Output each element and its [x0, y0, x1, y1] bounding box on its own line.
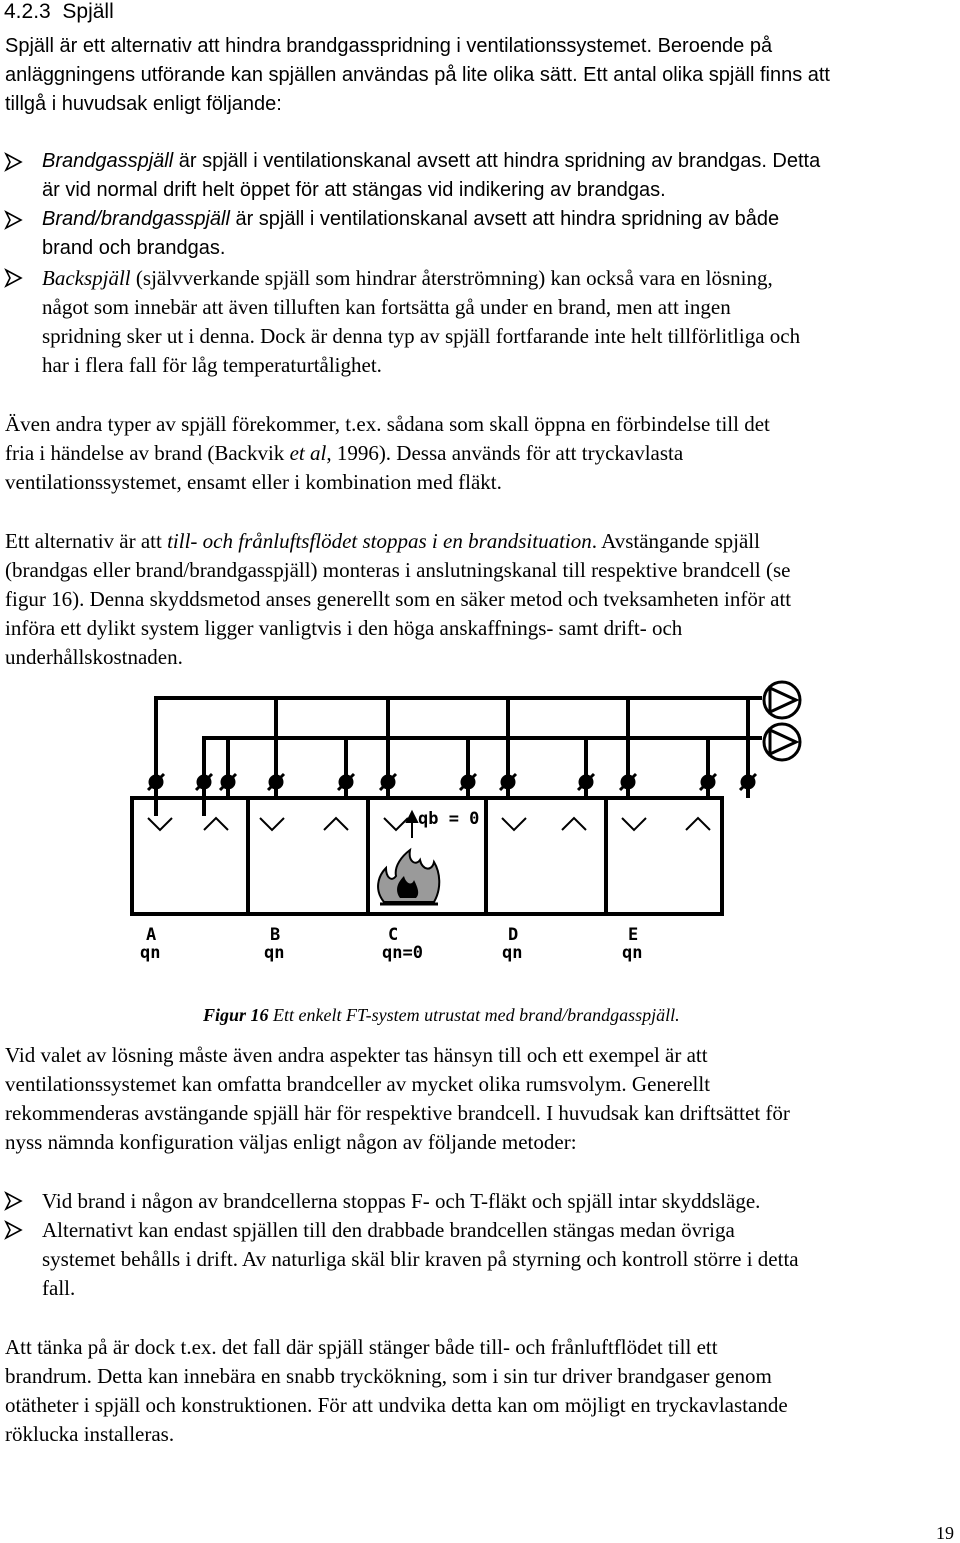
bullet-3-line-4: har i flera fall för låg temperaturtålighet.: [42, 353, 382, 377]
bullet-arrow-icon: [4, 1191, 24, 1211]
bullet-2-line-1: Brand/brandgasspjäll är spjäll i ventilationskanal avsett att hindra spridning av både: [42, 208, 780, 230]
para3-line-2: (brandgas eller brand/brandgasspjäll) monteras i anslutningskanal till respektive brandcell (se: [5, 558, 791, 582]
para4-line-4: nyss nämnda konfiguration väljas enligt någon av följande metoder:: [5, 1130, 577, 1154]
intro-line-2: anläggningens utförande kan spjällen användas på lite olika sätt. Ett antal olika spjäll finns att: [5, 64, 830, 86]
para5-line-1: Att tänka på är dock t.ex. det fall där spjäll stänger både till- och frånluftflödet till ett: [5, 1335, 718, 1359]
para4-line-3: rekommenderas avstängande spjäll här för respektive brandcell. I huvudsak kan driftsättet för: [5, 1101, 790, 1125]
para3-line-3: figur 16). Denna skyddsmetod anses generellt som en säker metod och tveksamheten inför att: [5, 587, 792, 611]
cell-letter: C: [388, 925, 399, 945]
bullet-5-line-3: fall.: [42, 1276, 76, 1300]
para5-line-2: brandrum. Detta kan innebära en snabb tryckökning, som i sin tur driver brandgaser genom: [5, 1364, 772, 1388]
cell-flow-label: qn: [502, 943, 523, 963]
section-number: 4.2.3: [4, 0, 51, 23]
intro-line-3: tillgå i huvudsak enligt följande:: [5, 93, 282, 115]
bullet-1-line-2: är vid normal drift helt öppet för att stängas vid indikering av brandgas.: [42, 179, 666, 201]
bullet-1-line-1: Brandgasspjäll är spjäll i ventilationskanal avsett att hindra spridning av brandgas. Detta: [42, 150, 821, 172]
bullet-3-line-3: spridning sker ut i denna. Dock är denna typ av spjäll fortfarande inte helt tillförlitliga och: [42, 324, 801, 348]
bullet-3-term: Backspjäll: [42, 266, 131, 290]
para3-line-4: införa ett dylikt system ligger vanligtvis i den höga anskaffnings- samt drift- och: [5, 616, 683, 640]
intro-line-1: Spjäll är ett alternativ att hindra brandgasspridning i ventilationssystemet. Beroende på: [5, 35, 773, 57]
bullet-arrow-icon: [4, 1220, 24, 1240]
bullet-5-line-2: systemet behålls i drift. Av naturliga skäl blir kraven på styrning och kontroll större i detta: [42, 1247, 799, 1271]
fire-flow-label: qb = 0: [418, 809, 480, 829]
exhaust-duct: [204, 738, 762, 816]
bullet-2-term: Brand/brandgasspjäll: [42, 208, 230, 230]
bullet-2-line-2: brand och brandgas.: [42, 237, 226, 259]
fan-icon: [764, 724, 800, 760]
para3-line-5: underhållskostnaden.: [5, 645, 183, 669]
cell-letter: B: [270, 925, 281, 945]
fire-icon: [378, 850, 439, 904]
para3-line-1: Ett alternativ är att till- och frånluftsflödet stoppas i en brandsituation. Avstängande spjäll: [5, 529, 760, 553]
bullet-5-line-1: Alternativt kan endast spjällen till den drabbade brandcellen stängas medan övriga: [42, 1218, 735, 1242]
bullet-arrow-icon: [4, 210, 24, 230]
section-title: Spjäll: [62, 0, 114, 23]
bullet-arrow-icon: [4, 268, 24, 288]
fan-icon: [764, 682, 800, 718]
para5-line-4: röklucka installeras.: [5, 1422, 175, 1446]
cell-flow-label: qn: [264, 943, 285, 963]
section-heading: [4, 0, 114, 24]
damper-icon: [148, 774, 756, 790]
bullet-1-term: Brandgasspjäll: [42, 150, 174, 172]
para4-line-1: Vid valet av lösning måste även andra aspekter tas hänsyn till och ett exempel är att: [5, 1043, 708, 1067]
page-number: 19: [936, 1523, 954, 1543]
bullet-arrow-icon: [4, 152, 24, 172]
exhaust-arrow-icon: [407, 812, 417, 838]
bullet-3-line-2: något som innebär att även tilluften kan fortsätta gå under en brand, men att ingen: [42, 295, 731, 319]
cell-flow-label: qn: [622, 943, 643, 963]
para2-line-2: fria i händelse av brand (Backvik et al, 1996). Dessa används för att tryckavlasta: [5, 441, 684, 465]
figure-number: Figur 16: [203, 1005, 269, 1025]
para2-line-3: ventilationssystemet, ensamt eller i kombination med fläkt.: [5, 470, 502, 494]
cell-letter: A: [146, 925, 157, 945]
cell-letter: E: [628, 925, 639, 945]
cell-flow-label: qn: [140, 943, 161, 963]
para4-line-2: ventilationssystemet kan omfatta brandceller av mycket olika rumsvolym. Generellt: [5, 1072, 711, 1096]
bullet-3-line-1: Backspjäll (självverkande spjäll som hindrar återströmning) kan också vara en lösning,: [42, 266, 773, 290]
para5-line-3: otätheter i spjäll och konstruktionen. För att undvika detta kan om möjligt en tryckavlastande: [5, 1393, 788, 1417]
cell-flow-label: qn=0: [382, 943, 423, 963]
cell-letter: D: [508, 925, 519, 945]
bullet-4-line-1: Vid brand i någon av brandcellerna stoppas F- och T-fläkt och spjäll intar skyddsläge.: [42, 1189, 761, 1213]
ventilation-system-diagram: [120, 676, 840, 976]
para2-line-1: Även andra typer av spjäll förekommer, t.ex. sådana som skall öppna en förbindelse till det: [5, 412, 770, 436]
figure-caption: Figur 16 Ett enkelt FT-system utrustat med brand/brandgasspjäll.: [203, 1005, 680, 1025]
